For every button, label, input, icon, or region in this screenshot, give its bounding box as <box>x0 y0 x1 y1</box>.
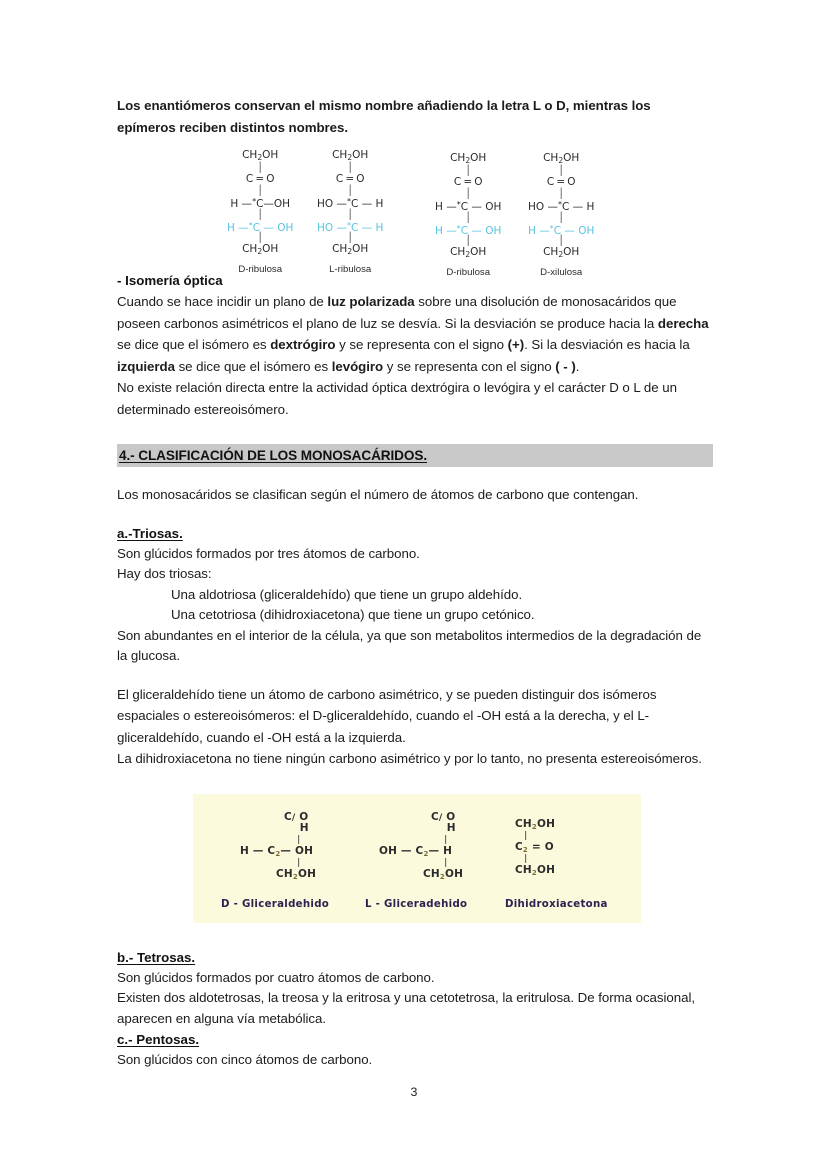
text-run: Cuando se hace incidir un plano de <box>117 294 328 309</box>
dihidroxiacetona-paragraph: La dihidroxiacetona no tiene ningún carbono asimétrico y por lo tanto, no presenta estereoisómeros. <box>117 751 702 766</box>
isomeria-optica-paragraph-1 <box>117 291 713 377</box>
text-run-bold: luz polarizada <box>327 294 415 309</box>
text-run-bold: ( - ) <box>555 358 576 374</box>
intro-line-1: Los enantiómeros conservan el mismo nombre añadiendo la letra L o D, mientras los <box>117 98 651 113</box>
structure-d-ribulosa-1: $CH_2OH$ | C = O | H —*C—OH | H —*C — OH | $CH_2OH$ D-ribulosa <box>227 148 293 275</box>
structure-l-ribulosa: $CH_2OH$ | C = O | HO —*C — H | HO —*C — H | $CH_2OH$ L-ribulosa <box>317 148 383 275</box>
intro-line-2: epímeros reciben distintos nombres. <box>117 119 349 135</box>
isomeria-optica-paragraph-2: No existe relación directa entre la actividad óptica dextrógira o levógira y el carácter D o L de un determinado estereoisómero. <box>117 380 677 417</box>
structure-caption: D-xilulosa <box>540 266 583 278</box>
tetrosas-heading-wrap <box>117 947 713 968</box>
intro-paragraph <box>117 95 713 138</box>
structure-d-gliceraldehido: C∕ O H | H — $C_2—$ OH | $CH_2OH$ <box>240 810 317 881</box>
isomeria-optica-heading: - Isomería óptica <box>117 273 223 288</box>
text-run: y se representa con el signo <box>335 337 508 352</box>
triosas-heading-wrap <box>117 523 713 544</box>
section-4-intro: Los monosacáridos se clasifican según el número de átomos de carbono que contengan. <box>117 487 639 502</box>
triosas-heading: a.-Triosas. <box>117 525 183 541</box>
monosacaridos-estereoisomeros-figure <box>117 142 713 278</box>
structure-caption: D-ribulosa <box>446 266 491 278</box>
gliceraldehido-dihidroxiacetona-figure <box>193 794 641 923</box>
tetrosas-line-2: Existen dos aldotetrosas, la treosa y la eritrosa y una cetotetrosa, la eritrulosa. De forma ocasional, aparecen en alguna vía metabólica. <box>117 990 695 1026</box>
gliceraldehido-paragraph-1: El gliceraldehído tiene un átomo de carbono asimétrico, y se pueden distinguir dos isómeros espaciales o estereoisómeros: el D-gliceraldehído, cuando el -OH está a la derecha, y el L-gliceraldehído, cuando el -OH está a la izquierda. <box>117 686 657 745</box>
text-run: y se representa con el signo <box>383 358 556 374</box>
text-run: . <box>575 358 580 374</box>
tetrosas-heading: b.- Tetrosas. <box>117 949 196 965</box>
figure-caption-dihidroxiacetona: Dihidroxiacetona <box>505 898 608 910</box>
figure-caption-l-gliceraldehido: L - Gliceradehido <box>365 898 468 910</box>
section-4-heading-label: 4.- CLASIFICACIÓN DE LOS MONOSACÁRIDOS. <box>119 448 428 463</box>
structure-l-gliceraldehido: C∕ O H | OH — $C_2—$ H | $CH_2OH$ <box>379 810 464 881</box>
triosas-line-5: Son abundantes en el interior de la célula, ya que son metabolitos intermedios de la degradación de la glucosa. <box>117 627 702 663</box>
tetrosas-line-1: Son glúcidos formados por cuatro átomos de carbono. <box>117 969 435 985</box>
structure-caption: L-ribulosa <box>329 263 372 275</box>
text-run: se dice que el isómero es <box>117 337 271 352</box>
text-run-bold: derecha <box>657 315 709 331</box>
page-number: 3 <box>410 1085 418 1099</box>
structure-caption: D-ribulosa <box>238 263 283 275</box>
text-run-bold: dextrógiro <box>270 337 336 352</box>
figure-caption-d-gliceraldehido: D - Gliceraldehido <box>221 898 330 910</box>
section-4-heading <box>117 444 713 467</box>
structure-dihidroxiacetona: $CH_2OH$ | $C_2 = O$ | $CH_2OH$ <box>515 817 556 877</box>
triosas-line-1: Son glúcidos formados por tres átomos de carbono. <box>117 545 420 561</box>
page-content <box>117 95 713 1071</box>
text-run-bold: izquierda <box>117 358 175 374</box>
text-run: sobre una disolución de monosacáridos que poseen carbonos asimétricos el plano de luz se desvía. Si la desviación se produce hacia la <box>117 294 677 331</box>
text-run: . Si la desviación es hacia la <box>524 337 690 352</box>
pentosas-heading: c.- Pentosas. <box>117 1032 200 1047</box>
triosas-line-3: Una aldotriosa (gliceraldehído) que tiene un grupo aldehído. <box>171 586 523 602</box>
text-run: se dice que el isómero es <box>174 358 332 374</box>
structure-d-xilulosa: $CH_2OH$ | C = O | HO —*C — H | H —*C — OH | $CH_2OH$ D-xilulosa <box>528 151 594 278</box>
pentosas-heading-wrap <box>117 1029 713 1050</box>
triosas-line-2: Hay dos triosas: <box>117 566 212 581</box>
text-run-bold: (+) <box>507 337 525 352</box>
text-run-bold: levógiro <box>331 358 384 374</box>
triosas-line-4: Una cetotriosa (dihidroxiacetona) que tiene un grupo cetónico. <box>171 607 535 622</box>
pentosas-line-1: Son glúcidos con cinco átomos de carbono. <box>117 1052 373 1067</box>
structure-d-ribulosa-2: $CH_2OH$ | C = O | H —*C — OH | H —*C — OH | $CH_2OH$ D-ribulosa <box>435 151 501 278</box>
